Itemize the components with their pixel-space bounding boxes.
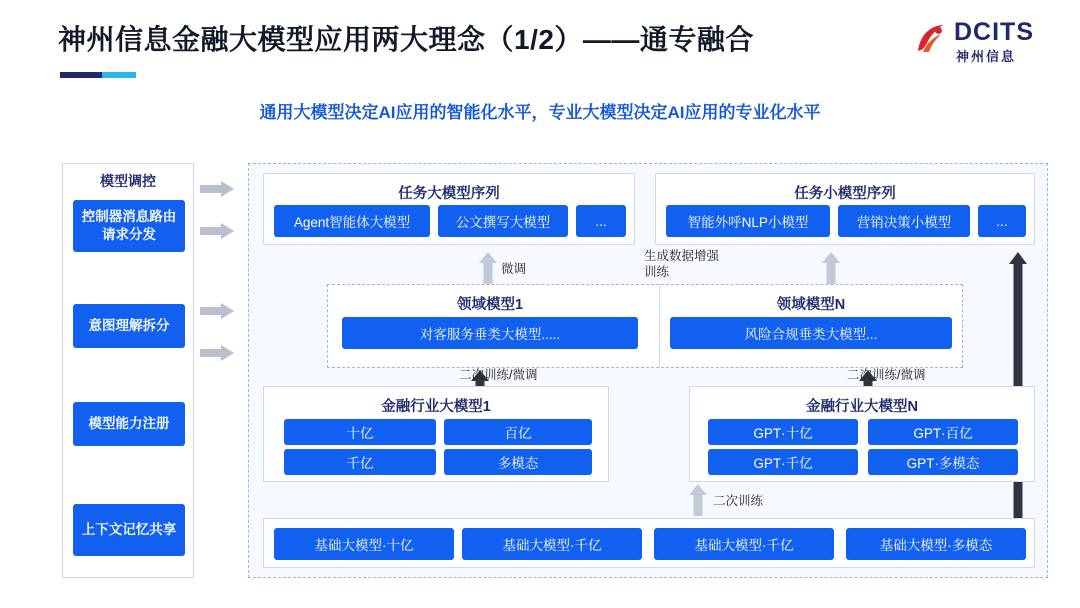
company-logo bbox=[914, 18, 1054, 72]
arrow-shaft bbox=[200, 185, 222, 193]
arrow-second-train-base bbox=[689, 484, 707, 516]
label-second-train-finetune-right: 二次训练/微调 bbox=[847, 368, 926, 382]
arrow-shaft bbox=[694, 494, 703, 516]
chip-nlp-outbound-small-model[interactable]: 智能外呼NLP小模型 bbox=[666, 205, 830, 237]
page-title: 神州信息金融大模型应用两大理念（1/2）——通专融合 bbox=[58, 24, 754, 55]
label-second-train: 二次训练 bbox=[713, 494, 764, 508]
chip-industry-right-1[interactable]: GPT·十亿 bbox=[708, 419, 858, 445]
base-model-panel bbox=[263, 518, 1035, 568]
industry-model-right-title: 金融行业大模型N bbox=[806, 399, 918, 415]
domain-model-left bbox=[328, 285, 652, 367]
label-finetune: 微调 bbox=[501, 262, 527, 276]
domain-model-wrapper bbox=[327, 284, 963, 368]
logo-brand-cn-text: 神州信息 bbox=[956, 49, 1017, 64]
label-second-train-finetune-left: 二次训练/微调 bbox=[459, 368, 538, 382]
domain-model-right bbox=[660, 285, 962, 367]
arrow-shaft bbox=[200, 307, 222, 315]
label-data-augmentation-line2: 训练 bbox=[644, 264, 670, 279]
chip-risk-compliance-vertical-model[interactable]: 风险合规垂类大模型... bbox=[670, 317, 952, 349]
chip-more-big-models[interactable]: ... bbox=[576, 205, 626, 237]
chip-industry-right-2[interactable]: GPT·百亿 bbox=[868, 419, 1018, 445]
flow-arrow-right-4 bbox=[200, 345, 234, 361]
task-big-model-title: 任务大模型序列 bbox=[398, 186, 500, 202]
domain-model-divider bbox=[659, 284, 660, 368]
underline-segment-cyan bbox=[102, 72, 136, 78]
chip-base-model-3[interactable]: 基础大模型·千亿 bbox=[654, 528, 834, 560]
arrow-head bbox=[221, 345, 234, 361]
model-control-panel bbox=[62, 163, 194, 578]
chip-base-model-2[interactable]: 基础大模型·千亿 bbox=[462, 528, 642, 560]
arrow-head bbox=[221, 181, 234, 197]
arrow-shaft bbox=[484, 262, 493, 284]
subtitle: 通用大模型决定AI应用的智能化水平，专业大模型决定AI应用的专业化水平 bbox=[259, 103, 821, 122]
label-data-augmentation-line1: 生成数据增强 bbox=[644, 249, 720, 263]
task-big-model-panel bbox=[263, 173, 635, 245]
chip-marketing-decision-small-model[interactable]: 营销决策小模型 bbox=[838, 205, 970, 237]
task-small-model-title: 任务小模型序列 bbox=[794, 186, 896, 202]
model-control-title: 模型调控 bbox=[100, 173, 156, 189]
domain-model-left-title: 领域模型1 bbox=[456, 297, 524, 313]
flow-arrow-right-3 bbox=[200, 303, 234, 319]
arrow-data-augmentation bbox=[822, 252, 840, 284]
industry-model-right-panel bbox=[689, 386, 1035, 482]
task-small-model-panel bbox=[655, 173, 1035, 245]
control-item-context[interactable]: 上下文记忆共享 bbox=[73, 504, 185, 556]
arrow-shaft bbox=[200, 227, 222, 235]
arrow-shaft bbox=[200, 349, 222, 357]
chip-more-small-models[interactable]: ... bbox=[978, 205, 1026, 237]
chip-industry-right-3[interactable]: GPT·千亿 bbox=[708, 449, 858, 475]
arrow-head bbox=[221, 223, 234, 239]
control-item-intent[interactable]: 意图理解拆分 bbox=[73, 304, 185, 348]
logo-brand-text: DCITS bbox=[954, 18, 1034, 46]
flow-arrow-right-1 bbox=[200, 181, 234, 197]
arrow-finetune-left bbox=[479, 252, 497, 284]
chip-base-model-1[interactable]: 基础大模型·十亿 bbox=[274, 528, 454, 560]
control-item-registry[interactable]: 模型能力注册 bbox=[73, 402, 185, 446]
industry-model-left-title: 金融行业大模型1 bbox=[381, 399, 491, 415]
title-underline-accent bbox=[60, 72, 136, 78]
industry-model-left-panel bbox=[263, 386, 609, 482]
control-item-router[interactable]: 控制器消息路由请求分发 bbox=[73, 200, 185, 252]
arrow-head bbox=[221, 303, 234, 319]
chip-agent-big-model[interactable]: Agent智能体大模型 bbox=[274, 205, 430, 237]
domain-model-right-title: 领域模型N bbox=[776, 297, 846, 313]
page-header bbox=[0, 0, 1080, 88]
chip-industry-left-2[interactable]: 百亿 bbox=[444, 419, 592, 445]
chip-document-writing-model[interactable]: 公文撰写大模型 bbox=[438, 205, 568, 237]
flow-arrow-right-2 bbox=[200, 223, 234, 239]
chip-industry-left-4[interactable]: 多模态 bbox=[444, 449, 592, 475]
dcits-swoosh-icon bbox=[914, 22, 948, 56]
chip-industry-left-3[interactable]: 千亿 bbox=[284, 449, 436, 475]
architecture-diagram bbox=[248, 163, 1048, 578]
chip-base-model-4[interactable]: 基础大模型·多模态 bbox=[846, 528, 1026, 560]
chip-industry-left-1[interactable]: 十亿 bbox=[284, 419, 436, 445]
chip-industry-right-4[interactable]: GPT·多模态 bbox=[868, 449, 1018, 475]
underline-segment-navy bbox=[60, 72, 102, 78]
label-data-augmentation bbox=[644, 249, 719, 280]
chip-customer-service-vertical-model[interactable]: 对客服务垂类大模型..... bbox=[342, 317, 638, 349]
arrow-shaft bbox=[827, 262, 836, 284]
